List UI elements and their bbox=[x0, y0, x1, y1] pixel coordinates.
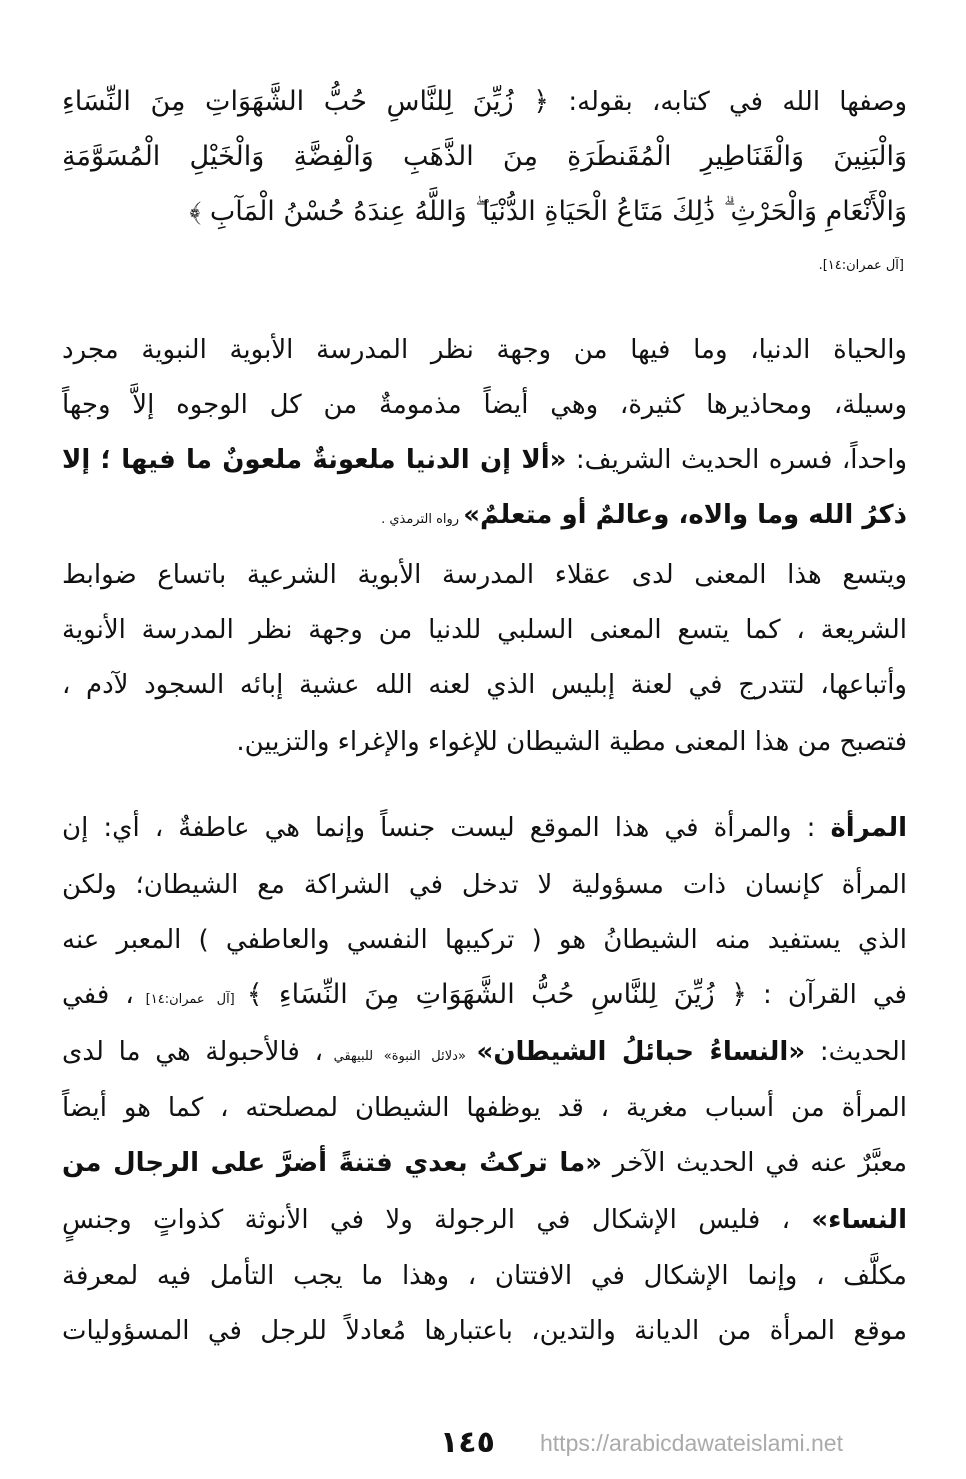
text-segment: معبَّرٌ عنه في الحديث الآخر bbox=[602, 1148, 907, 1178]
hadith-quote: المرأة bbox=[830, 813, 907, 843]
quran-verse: ﴿ زُيِّنَ لِلنَّاسِ حُبُّ الشَّهَوَاتِ مِنَ النِّسَاءِ ﴾ bbox=[246, 979, 747, 1010]
citation: «دلائل النبوة» للبيهقي bbox=[322, 1049, 477, 1064]
hadith-quote: النساء» bbox=[811, 1205, 907, 1235]
hadith-quote: «ما تركتُ بعدي فتنةً أضرَّ على الرجال من bbox=[62, 1148, 603, 1178]
text-line bbox=[62, 192, 907, 232]
text-line bbox=[62, 495, 907, 540]
text-segment: في القرآن : bbox=[746, 980, 907, 1010]
text-segment: الشريعة ، كما يتسع المعنى السلبي للدنيا من وجهة نظر المدرسة الأنوية bbox=[62, 615, 907, 645]
text-segment: ، ففي bbox=[62, 980, 134, 1010]
text-line bbox=[62, 975, 907, 1020]
quran-verse: وَالْأَنْعَامِ وَالْحَرْثِ ۗ ذَٰلِكَ مَتَاعُ الْحَيَاةِ الدُّنْيَا ۖ وَاللَّهُ عِندَهُ حُسْنُ الْمَآبِ ﴾ bbox=[189, 196, 907, 227]
text-line bbox=[62, 385, 907, 425]
citation: رواه الترمذي . bbox=[381, 512, 464, 527]
quran-verse: وَالْبَنِينَ وَالْقَنَاطِيرِ الْمُقَنطَرَةِ مِنَ الذَّهَبِ وَالْفِضَّةِ وَالْخَيْلِ الْمُسَوَّمَةِ bbox=[62, 141, 907, 172]
text-line bbox=[62, 1143, 907, 1183]
watermark-url: https://arabicdawateislami.net bbox=[540, 1430, 843, 1456]
text-segment: الذي يستفيد منه الشيطانُ هو ( تركيبها النفسي والعاطفي ) المعبر عنه bbox=[62, 925, 907, 955]
text-segment: ، فالأحبولة هي ما لدى bbox=[62, 1037, 323, 1067]
text-line bbox=[62, 137, 907, 177]
text-line bbox=[62, 330, 907, 370]
quran-verse: ﴿ زُيِّنَ لِلنَّاسِ حُبُّ الشَّهَوَاتِ مِنَ النِّسَاءِ bbox=[62, 86, 550, 117]
text-segment: واحداً، فسره الحديث الشريف: bbox=[566, 445, 908, 475]
text-line bbox=[62, 920, 907, 960]
text-segment: المرأة كإنسان ذات مسؤولية لا تدخل في الشراكة مع الشيطان؛ ولكن bbox=[62, 870, 907, 900]
text-segment: ، فليس الإشكال في الرجولة ولا في الأنوثة كذواتٍ وجنسٍ bbox=[62, 1205, 812, 1235]
text-segment: الحديث: bbox=[805, 1037, 908, 1067]
text-segment: فتصبح من هذا المعنى مطية الشيطان للإغواء والإغراء والتزيين. bbox=[236, 727, 907, 757]
hadith-quote: «النساءُ حبائلُ الشيطان» bbox=[476, 1037, 806, 1067]
quran-reference: [آل عمران:١٤]. bbox=[818, 258, 904, 273]
text-segment: وسيلة، ومحاذيرها كثيرة، وهي أيضاً مذمومةٌ من كل الوجوه إلاَّ وجهاً bbox=[62, 390, 907, 420]
text-line bbox=[62, 440, 907, 480]
text-line bbox=[62, 1256, 907, 1296]
text-line bbox=[62, 82, 907, 122]
text-segment: موقع المرأة من الديانة والتدين، باعتبارها مُعادلاً للرجل في المسؤوليات bbox=[62, 1316, 907, 1346]
text-segment: مكلَّف ، وإنما الإشكال في الافتتان ، وهذا ما يجب التأمل فيه لمعرفة bbox=[62, 1261, 907, 1291]
text-line bbox=[62, 1200, 907, 1240]
text-segment: والحياة الدنيا، وما فيها من وجهة نظر المدرسة الأبوية النبوية مجرد bbox=[62, 335, 907, 365]
text-line bbox=[62, 865, 907, 905]
text-segment: : والمرأة في هذا الموقع ليست جنساً وإنما هي عاطفةٌ ، أي: إن bbox=[62, 813, 831, 843]
text-line bbox=[62, 722, 907, 762]
text-segment: وأتباعها، لتتدرج في لعنة إبليس الذي لعنه الله عشية إبائه السجود لآدم ، bbox=[62, 670, 907, 700]
text-line bbox=[62, 555, 907, 595]
text-segment: وصفها الله في كتابه، بقوله: bbox=[549, 87, 907, 117]
page-number: ١٤٥ bbox=[440, 1425, 495, 1460]
text-line bbox=[62, 1032, 907, 1077]
text-line bbox=[62, 808, 907, 848]
citation: [آل عمران:١٤] bbox=[133, 992, 247, 1007]
text-line bbox=[62, 1088, 907, 1128]
text-line bbox=[62, 665, 907, 705]
text-line bbox=[62, 1311, 907, 1351]
hadith-quote: ذكرُ الله وما والاه، وعالمٌ أو متعلمٌ» bbox=[463, 500, 907, 530]
text-segment: ويتسع هذا المعنى لدى عقلاء المدرسة الأبوية الشرعية باتساع ضوابط bbox=[62, 560, 907, 590]
hadith-quote: «ألا إن الدنيا ملعونةٌ ملعونٌ ما فيها ؛ إلا bbox=[62, 445, 567, 475]
text-segment: المرأة من أسباب مغرية ، قد يوظفها الشيطان لمصلحته ، كما هو أيضاً bbox=[62, 1093, 907, 1123]
text-line bbox=[62, 610, 907, 650]
